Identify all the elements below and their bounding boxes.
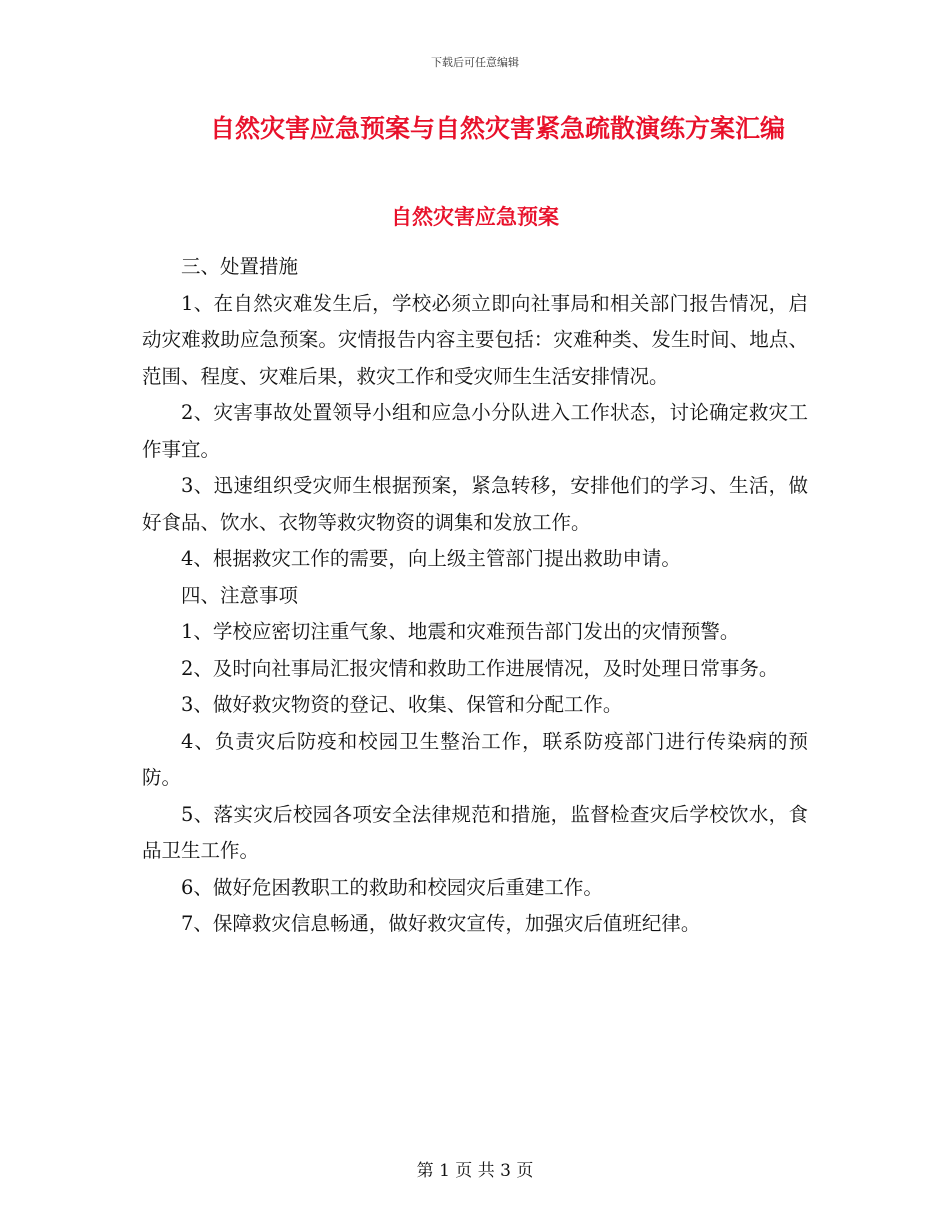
page-number: 第 1 页 共 3 页 — [416, 1161, 534, 1181]
paragraph: 5、落实灾后校园各项安全法律规范和措施，监督检查灾后学校饮水，食品卫生工作。 — [142, 802, 808, 862]
document-body — [142, 249, 808, 943]
paragraph: 4、根据救灾工作的需要，向上级主管部门提出救助申请。 — [181, 547, 681, 570]
paragraph: 1、学校应密切注重气象、地震和灾难预告部门发出的灾情预警。 — [181, 620, 740, 643]
paragraph: 2、及时向社事局汇报灾情和救助工作进展情况，及时处理日常事务。 — [181, 656, 779, 680]
section-heading: 三、处置措施 — [181, 255, 299, 278]
section-heading: 四、注意事项 — [181, 583, 299, 607]
paragraph: 7、保障救灾信息畅通，做好救灾宣传，加强灾后值班纪律。 — [181, 912, 701, 935]
main-title-block — [193, 112, 802, 146]
paragraph: 3、做好救灾物资的登记、收集、保管和分配工作。 — [181, 693, 623, 716]
paragraph: 4、负责灾后防疫和校园卫生整治工作，联系防疫部门进行传染病的预防。 — [142, 729, 808, 789]
header-note: 下载后可任意编辑 — [431, 56, 519, 69]
paragraph: 1、在自然灾难发生后，学校必须立即向社事局和相关部门报告情况，启动灾难救助应急预案。灾情报告内容主要包括：灾难种类、发生时间、地点、范围、程度、灾难后果，救灾工作和受灾师生生活安排情况。 — [142, 291, 808, 388]
main-title: 自然灾害应急预案与自然灾害紧急疏散演练方案汇编 — [209, 114, 785, 143]
paragraph: 3、迅速组织受灾师生根据预案，紧急转移，安排他们的学习、生活，做好食品、饮水、衣物等救灾物资的调集和发放工作。 — [142, 474, 808, 534]
section-title: 自然灾害应急预案 — [391, 205, 559, 229]
paragraph: 2、灾害事故处置领导小组和应急小分队进入工作状态，讨论确定救灾工作事宜。 — [142, 401, 808, 461]
paragraph: 6、做好危困教职工的救助和校园灾后重建工作。 — [181, 875, 603, 899]
